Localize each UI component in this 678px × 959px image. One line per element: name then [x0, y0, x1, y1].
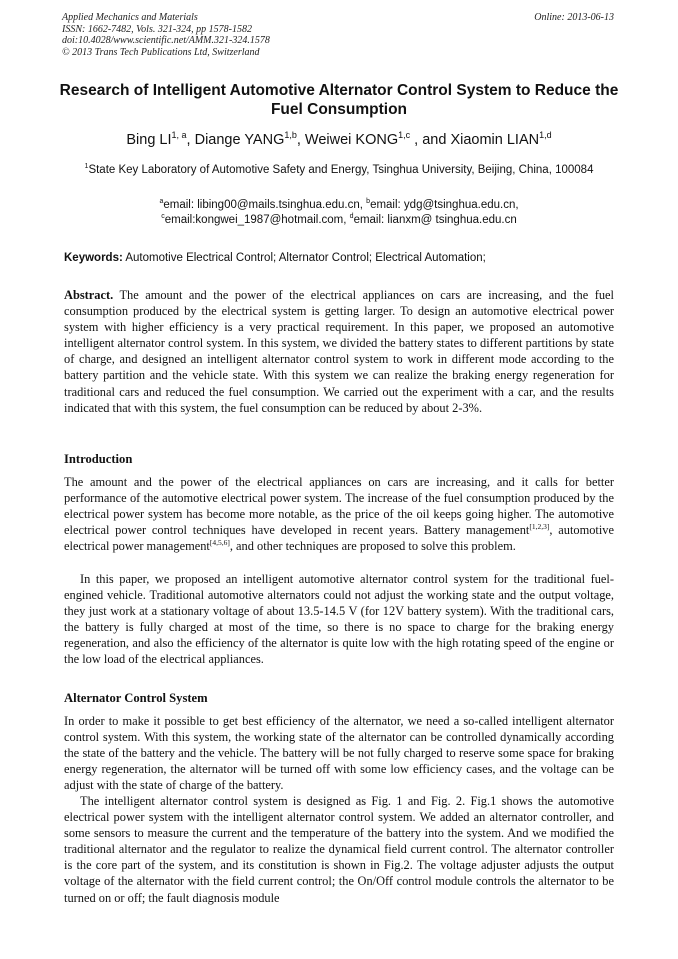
author-list: Bing LI$^{1, a}$, Diange YANG$^{1,b}$, Weiwei KONG$^{1,c}$ , and Xiaomin LIAN$^{1,d}$ — [126, 130, 552, 148]
affiliation-marker: 1 — [84, 163, 89, 170]
alternator-paragraph-2 — [64, 793, 614, 906]
citation: [1,2,3] — [529, 522, 550, 532]
body-text: , and other techniques are proposed to solve this problem. — [229, 539, 516, 554]
author-name: and Xiaomin LIAN — [422, 132, 540, 148]
keywords-text: Automotive Electrical Control; Alternator Control; Electrical Automation; — [122, 252, 486, 264]
email-marker: c — [161, 212, 165, 220]
body-text: The amount and the power of the electrical appliances on cars are increasing, and it calls for better performance of the automotive electrical power system. The increase of the fuel consumption produced by the electrical power system has become more notable, as the price of the oil keeps going higher. The automotive electrical power control techniques have developed in recent years. Battery management — [64, 475, 614, 538]
issn-line: ISSN: 1662-7482, Vols. 321-324, pp 1578-1582 — [62, 23, 252, 35]
email-text: email: libing00@mails.tsinghua.edu.cn, — [163, 199, 367, 211]
author-name: Weiwei KONG — [304, 132, 399, 148]
section-heading-alternator: Alternator Control System — [64, 691, 208, 705]
email-marker: a — [159, 198, 164, 205]
affiliation-text: State Key Laboratory of Automotive Safety and Energy, Tsinghua University, Beijing, China, 100084 — [88, 164, 594, 176]
email-marker: d — [349, 212, 354, 220]
abstract — [64, 287, 614, 416]
author-name: Bing LI — [126, 132, 172, 148]
journal-name: Applied Mechanics and Materials — [62, 12, 198, 23]
keywords-label: Keywords: — [64, 252, 123, 264]
citation: [4,5,6] — [209, 538, 230, 548]
journal-header — [62, 12, 442, 58]
author-affil-marker: 1, a — [171, 130, 187, 140]
body-text: In this paper, we proposed an intelligent automotive alternator control system for the traditional fuel-engined vehicle. Traditional automotive alternators could not adjust the working state and the output voltage, they just work at a stationary voltage of about 13.5-14.5 V (for 12V battery system). With the traditional cars, the battery is fully charged at most of the time, so there is no space to charge for the braking energy regeneration, and also the efficiency of the alternator is quite low with the high rotating speed of the engine or the low load of the electrical appliances. — [64, 572, 614, 667]
doi-line: doi:10.4028/www.scientific.net/AMM.321-324.1578 — [62, 35, 270, 46]
author-name: Diange YANG — [194, 132, 285, 148]
abstract-label: Abstract. — [64, 288, 114, 302]
body-text: , automotive electrical power management — [64, 523, 614, 554]
copyright-line: © 2013 Trans Tech Publications Ltd, Switzerland — [62, 46, 260, 58]
abstract-text: The amount and the power of the electrical appliances on cars are increasing, and the fuel consumption produced by the electrical system is getting larger. To design an automotive electrical power system with higher efficiency is a very practical requirement. In this paper, we proposed an automotive intelligent alternator control system. In this system, we divided the battery states to different partitions by state of charge, and designed an intelligent alternator control system to work in different mode according to the battery partition and the vehicle state. With this system we can realize the braking energy regeneration for traditional cars and reduced the fuel consumption. We carried out the experiment with a car, and the results indicated that with this system, the fuel consumption can be reduced by about 2-3%. — [64, 288, 614, 415]
paper-title: Research of Intelligent Automotive Alternator Control System to Reduce the Fuel Consumption — [59, 82, 619, 118]
email-text: email:kongwei_1987@hotmail.com, — [164, 213, 350, 226]
email-text: email: lianxm@ tsinghua.edu.cn — [353, 213, 517, 226]
author-affil-marker: 1,b — [284, 130, 297, 140]
keywords — [64, 251, 616, 265]
online-date: Online: 2013-06-13 — [534, 12, 614, 23]
alternator-paragraph-1: In order to make it possible to get best efficiency of the alternator, we need a so-called intelligent alternator control system. With this system, the working state of the alternator can be controlled dynamically according the state of the battery and the vehicle. The battery will be not fully charged to reserve some space for braking energy regeneration, the alternator will be turned off with some low efficiency cases, and the voltage can be adjust with the state of charge of the battery. — [64, 714, 614, 793]
author-affil-marker: 1,c — [398, 130, 411, 140]
author-affil-marker: 1,d — [539, 130, 552, 140]
affiliation — [70, 163, 608, 178]
section-heading-introduction: Introduction — [64, 452, 133, 466]
email-marker: b — [366, 198, 371, 205]
email-text: email: ydg@tsinghua.edu.cn, — [370, 199, 519, 211]
email-block — [70, 198, 608, 227]
body-text: The intelligent alternator control system is designed as Fig. 1 and Fig. 2. Fig.1 shows the automotive electrical power system with the intelligent alternator control system. We added an alternator controller, and some sensors to measure the current and the temperature of the battery into the system. And we modified the traditional alternator and the regulator to realize the dynamical field current control. The alternator controller is the core part of the system, and its constitution is shown in Fig.2. The voltage adjuster adjusts the output voltage of the alternator with the field current control; the On/Off control module controls the alternator to be turned on or off; the fault diagnosis module — [64, 794, 614, 905]
intro-paragraph-2 — [64, 571, 614, 668]
intro-paragraph-1 — [64, 474, 614, 554]
